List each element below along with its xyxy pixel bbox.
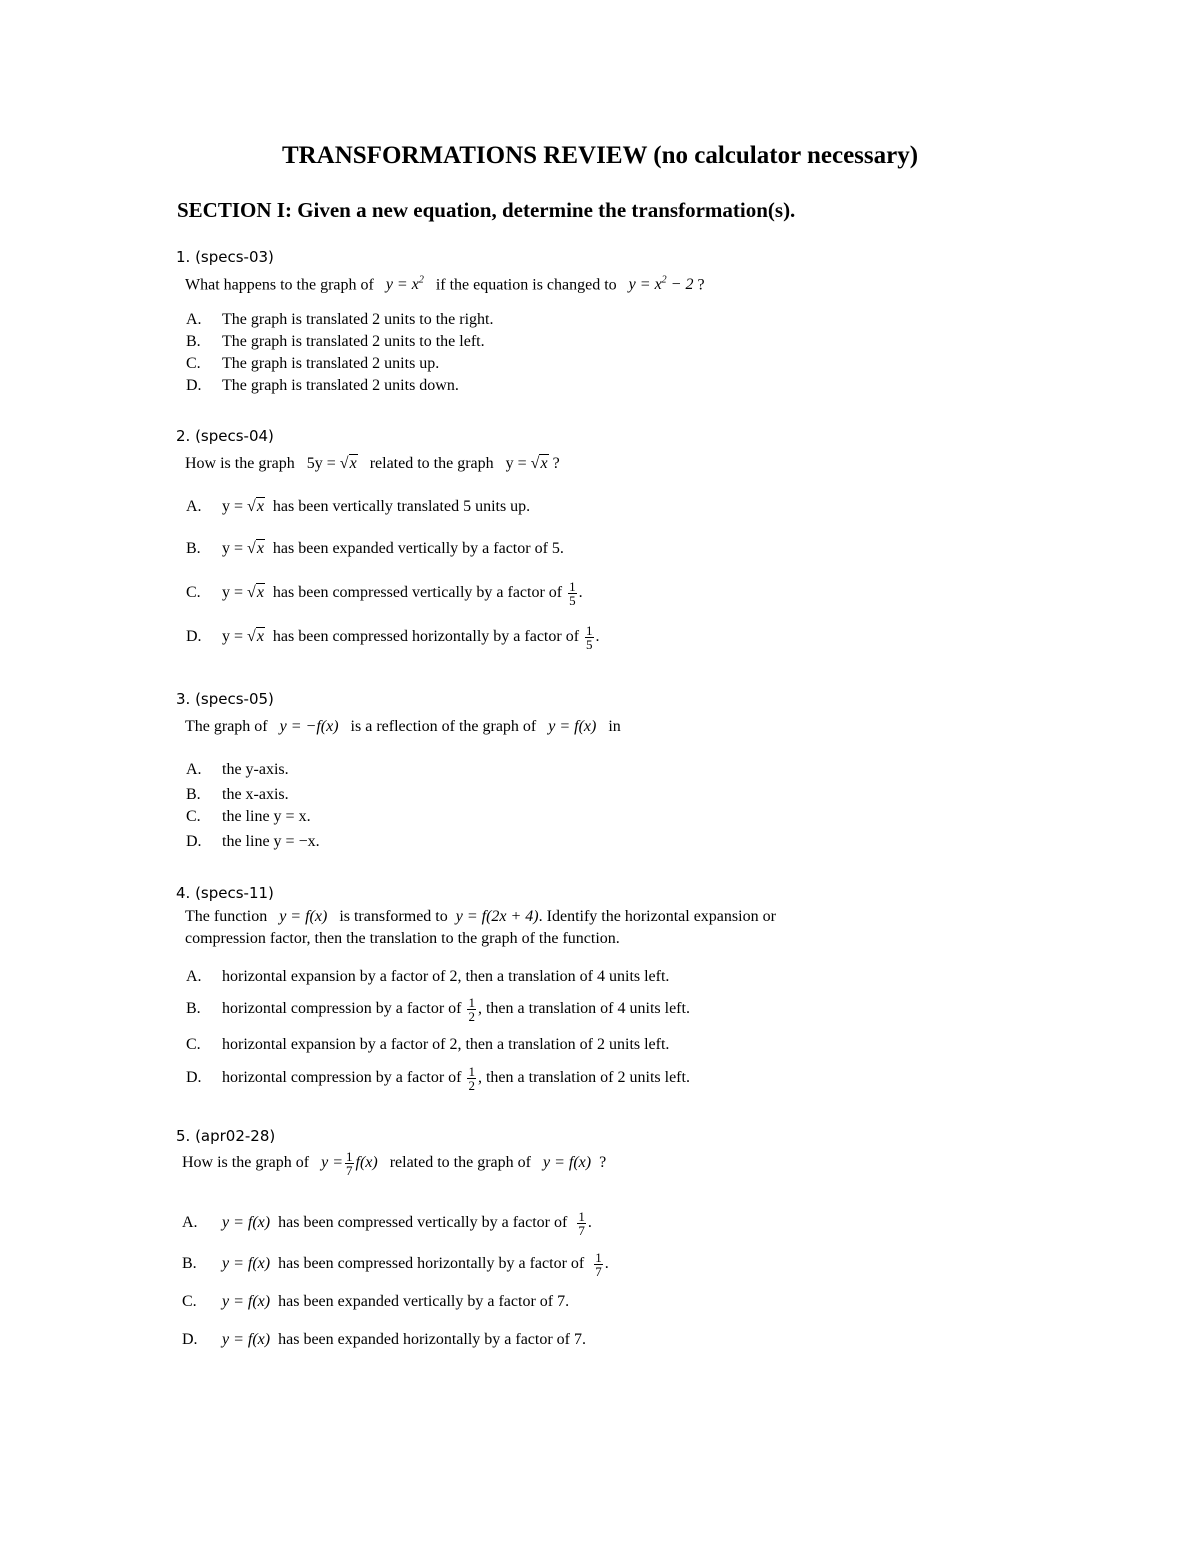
option: C. the line y = x. — [186, 808, 311, 825]
equation: $y = x^2$ — [385, 275, 424, 294]
stem-text: ? — [697, 276, 705, 294]
question-3-stem: The graph of y = −f(x) is a reflection of the graph of y = f(x) in — [185, 718, 621, 735]
option: B. y = √x has been expanded vertically by a factor of 5. — [186, 540, 564, 557]
option: A. y = f(x) has been compressed vertically by a factor of $\frac{1}{7}$ . — [182, 1209, 592, 1238]
option: C. y = f(x) has been expanded vertically by a factor of 7. — [182, 1293, 570, 1310]
question-3-label: 3. (specs-05) — [176, 690, 274, 708]
option: A. horizontal expansion by a factor of 2, then a translation of 4 units left. — [186, 968, 670, 985]
option: B. The graph is translated 2 units to the left. — [186, 333, 485, 350]
option: C. The graph is translated 2 units up. — [186, 355, 440, 372]
question-5-stem: How is the graph of y = $\frac{1}{7}$ f(x) related to the graph of y = f(x) ? — [182, 1149, 607, 1178]
fraction: $\frac{1}{2}$ — [468, 995, 475, 1024]
question-2-label: 2. (specs-04) — [176, 427, 274, 445]
fraction: $\frac{1}{7}$ — [595, 1250, 602, 1279]
option: A. the y-axis. — [186, 761, 289, 778]
question-1-stem — [185, 270, 705, 296]
option: C. horizontal expansion by a factor of 2, then a translation of 2 units left. — [186, 1036, 670, 1053]
option: A. The graph is translated 2 units to the right. — [186, 311, 494, 328]
option: D. the line y = −x. — [186, 833, 320, 850]
stem-text: What happens to the graph of — [185, 276, 374, 294]
fraction: $\frac{1}{7}$ — [346, 1149, 353, 1178]
stem-text: if the equation is changed to — [435, 276, 617, 294]
fraction: $\frac{1}{2}$ — [468, 1064, 475, 1093]
fraction: $\frac{1}{7}$ — [578, 1209, 585, 1238]
option: D. horizontal compression by a factor of $\frac{1}{2}$ , then a translation of 2 units left. — [186, 1064, 690, 1093]
option: B. horizontal compression by a factor of $\frac{1}{2}$ , then a translation of 4 units left. — [186, 995, 690, 1024]
page-title: TRANSFORMATIONS REVIEW (no calculator necessary) — [281, 142, 919, 169]
question-2-stem: How is the graph 5y = √x related to the graph y = √x ? — [185, 453, 560, 475]
option: A. y = √x has been vertically translated 5 units up. — [186, 498, 531, 515]
question-1-label: 1. (specs-03) — [176, 248, 274, 266]
question-4-stem-line2: compression factor, then the translation to the graph of the function. — [185, 930, 620, 947]
option: C. y = √x has been compressed vertically by a factor of $\frac{1}{5}$ . — [186, 579, 583, 608]
question-4-label: 4. (specs-11) — [176, 884, 274, 902]
option: B. y = f(x) has been compressed horizontally by a factor of $\frac{1}{7}$ . — [182, 1250, 609, 1279]
option: D. y = f(x) has been expanded horizontally by a factor of 7. — [182, 1331, 586, 1348]
fraction: $\frac{1}{5}$ — [586, 623, 593, 652]
fraction: $\frac{1}{5}$ — [569, 579, 576, 608]
option: D. y = √x has been compressed horizontally by a factor of $\frac{1}{5}$ . — [186, 623, 600, 652]
question-4-stem: The function y = f(x) is transformed to y = f(2x + 4). Identify the horizontal expansion or — [185, 908, 776, 925]
equation: $y = x^2 - 2$ — [628, 275, 694, 294]
question-5-label: 5. (apr02-28) — [176, 1127, 276, 1145]
sqrt-x: √x — [339, 455, 357, 472]
option: D. The graph is translated 2 units down. — [186, 377, 459, 394]
option: B. the x-axis. — [186, 786, 289, 803]
section-heading: SECTION I: Given a new equation, determine the transformation(s). — [177, 198, 796, 222]
